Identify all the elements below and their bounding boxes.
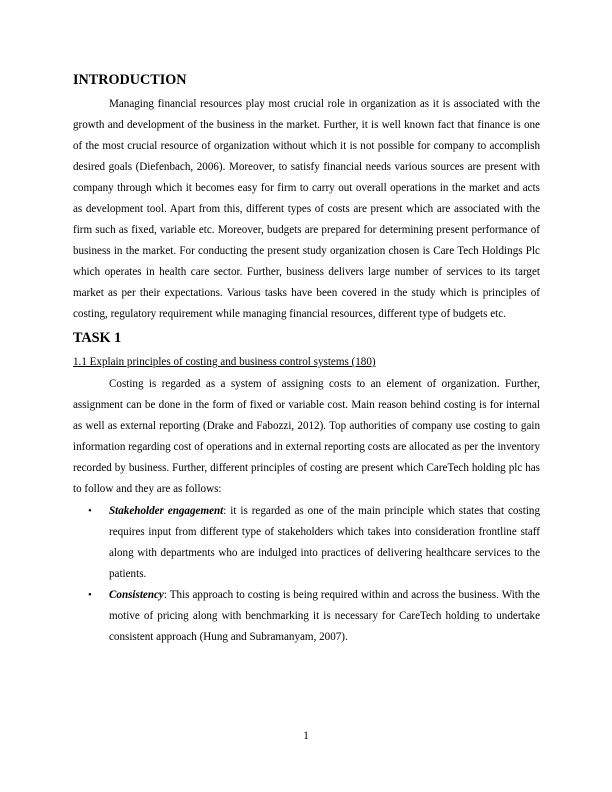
list-item xyxy=(73,585,540,648)
list-item xyxy=(73,501,540,585)
costing-principles-list xyxy=(73,501,540,648)
introduction-heading: INTRODUCTION xyxy=(73,72,187,88)
page-number: 1 xyxy=(303,730,309,742)
introduction-paragraph: Managing financial resources play most crucial role in organization as it is associated with the growth and development of the business in the market. Further, it is well known fact that finance is one of the most crucial resource of organization without which it is not possible for company to accomplish desired goals (Diefenbach, 2006). Moreover, to satisfy financial needs various sources are present with company through which it becomes easy for firm to carry out overall operations in the market and acts as development tool. Apart from this, different types of costs are present which are associated with the firm such as fixed, variable etc. Moreover, budgets are prepared for determining present performance of business in the market. For conducting the present study organization chosen is Care Tech Holdings Plc which operates in health care sector. Further, business delivers large number of services to its target market as per their expectations. Various tasks have been covered in the study which is principles of costing, regulatory requirement while managing financial resources, different type of budgets etc. xyxy=(73,98,540,320)
task1-subheading: 1.1 Explain principles of costing and business control systems (180) xyxy=(73,356,376,368)
principle-text: : it is regarded as one of the main principle which states that costing requires input from different type of stakeholders which takes into consideration frontline staff along with departments who are indulged into practices of delivering healthcare services to the patients. xyxy=(109,505,541,580)
task1-heading: TASK 1 xyxy=(73,330,122,346)
page-content xyxy=(73,72,540,648)
bullet-icon: • xyxy=(88,589,92,601)
principle-term: Stakeholder engagement xyxy=(109,505,224,517)
principle-text: : This approach to costing is being required within and across the business. With the motive of pricing along with benchmarking it is necessary for CareTech holding to undertake consistent approach (Hung and Subramanyam, 2007). xyxy=(109,589,540,643)
bullet-icon: • xyxy=(88,505,92,517)
principle-term: Consistency xyxy=(109,589,164,601)
task1-paragraph: Costing is regarded as a system of assigning costs to an element of organization. Further, assignment can be done in the form of fixed or variable cost. Main reason behind costing is for internal as well as external reporting (Drake and Fabozzi, 2012). Top authorities of company use costing to gain information regarding cost of operations and in external reporting costs are allocated as per the inventory recorded by business. Further, different principles of costing are present which CareTech holding plc has to follow and they are as follows: xyxy=(73,378,540,495)
